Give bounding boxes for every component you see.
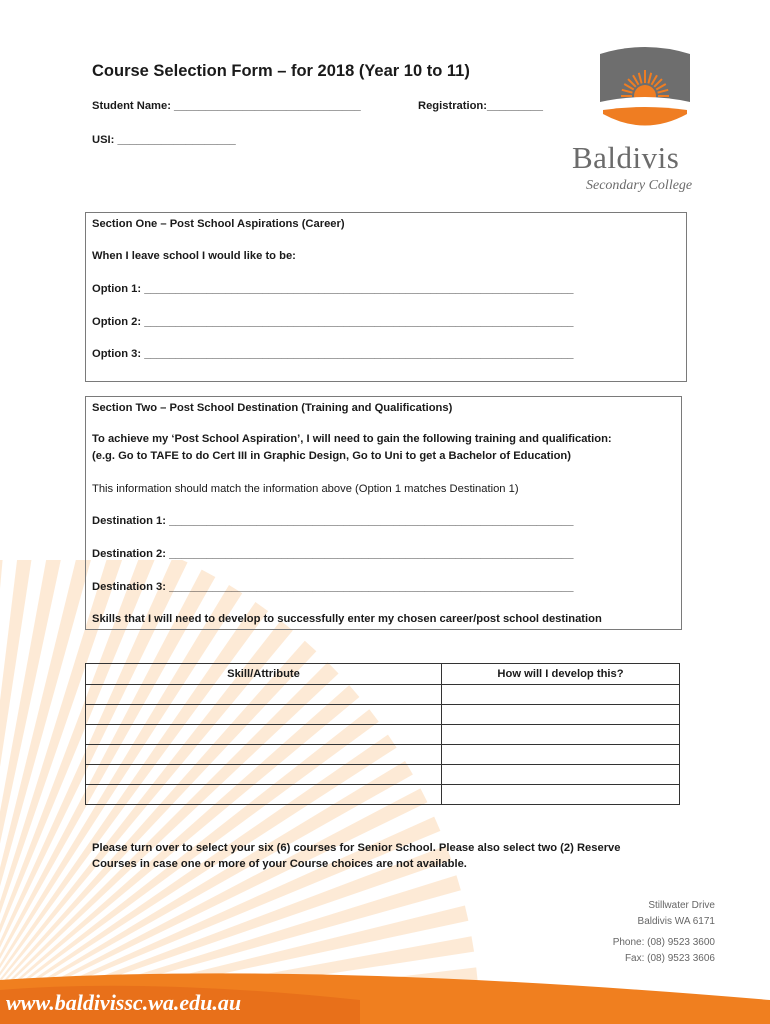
skill-cell[interactable] (86, 765, 442, 785)
school-logo (570, 40, 720, 200)
website-link[interactable]: www.baldivissc.wa.edu.au (6, 990, 242, 1015)
section-two-prompt-line2: (e.g. Go to TAFE to do Cert III in Graphic Design, Go to Uni to get a Bachelor of Education) (92, 450, 571, 462)
table-row (86, 745, 680, 765)
table-row (86, 785, 680, 805)
section-two-prompt-line1: To achieve my ‘Post School Aspiration’, I will need to gain the following training and qualification: (92, 433, 612, 445)
section-two-note: This information should match the information above (Option 1 matches Destination 1) (92, 483, 519, 495)
develop-cell[interactable] (442, 785, 680, 805)
develop-cell[interactable] (442, 705, 680, 725)
option-3-field[interactable]: Option 3: _____________________________________________________________________ (92, 348, 574, 360)
table-row (86, 765, 680, 785)
destination-1-field[interactable]: Destination 1: _________________________________________________________________ (92, 515, 574, 527)
option-2-field[interactable]: Option 2: _____________________________________________________________________ (92, 316, 574, 328)
skill-cell[interactable] (86, 705, 442, 725)
develop-cell[interactable] (442, 765, 680, 785)
table-row (86, 685, 680, 705)
develop-cell[interactable] (442, 685, 680, 705)
skills-table (85, 663, 680, 805)
table-row (86, 725, 680, 745)
option-1-field[interactable]: Option 1: _____________________________________________________________________ (92, 283, 574, 295)
usi-field[interactable]: USI: ___________________ (92, 134, 236, 146)
section-two-box (85, 396, 682, 630)
skill-cell[interactable] (86, 785, 442, 805)
shield-icon (570, 40, 720, 150)
form-title: Course Selection Form – for 2018 (Year 10 to 11) (92, 62, 470, 80)
develop-cell[interactable] (442, 725, 680, 745)
section-one-prompt: When I leave school I would like to be: (92, 250, 296, 262)
skill-cell[interactable] (86, 685, 442, 705)
destination-2-field[interactable]: Destination 2: _________________________________________________________________ (92, 548, 574, 560)
instructions-line1: Please turn over to select your six (6) courses for Senior School. Please also select two (2) Reserve (92, 842, 621, 854)
section-one-heading: Section One – Post School Aspirations (Career) (92, 218, 345, 230)
logo-subtitle: Secondary College (586, 178, 693, 193)
destination-3-field[interactable]: Destination 3: _________________________________________________________________ (92, 581, 574, 593)
skill-cell[interactable] (86, 725, 442, 745)
fax-number: Fax: (08) 9523 3606 (624, 953, 715, 964)
develop-cell[interactable] (442, 745, 680, 765)
develop-header: How will I develop this? (442, 664, 680, 685)
logo-name: Baldivis (572, 140, 680, 175)
section-two-heading: Section Two – Post School Destination (Training and Qualifications) (92, 402, 453, 414)
phone-number: Phone: (08) 9523 3600 (612, 937, 715, 948)
table-row (86, 705, 680, 725)
registration-field[interactable]: Registration:_________ (418, 100, 543, 112)
skill-cell[interactable] (86, 745, 442, 765)
student-name-field[interactable]: Student Name: ______________________________ (92, 100, 361, 112)
skills-prompt: Skills that I will need to develop to successfully enter my chosen career/post school destination (92, 613, 602, 625)
address-line2: Baldivis WA 6171 (637, 916, 715, 927)
table-header-row (86, 664, 680, 685)
address-line1: Stillwater Drive (648, 900, 715, 911)
skill-attribute-header: Skill/Attribute (86, 664, 442, 685)
instructions-line2: Courses in case one or more of your Course choices are not available. (92, 858, 467, 870)
